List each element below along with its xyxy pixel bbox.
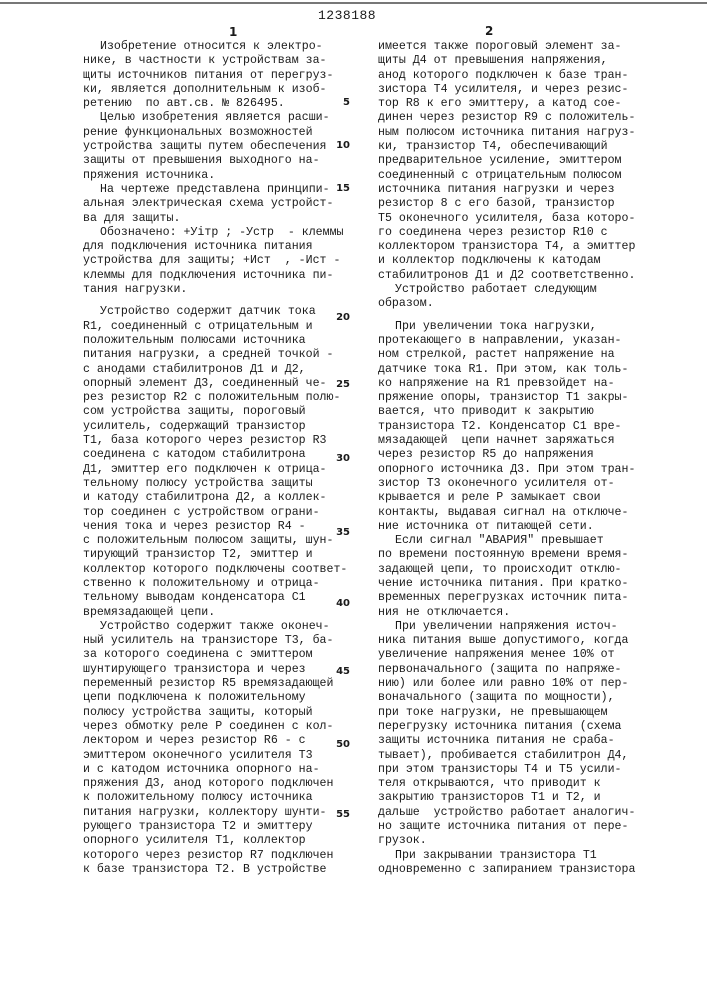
text-line: для подключения источника питания [83, 240, 347, 254]
text-line: На чертеже представлена принципи- [83, 183, 347, 197]
text-line: опорный элемент Д3, соединенный че- [83, 377, 347, 391]
text-line: к положительному полюсу источника [83, 791, 347, 805]
text-line: ко напряжение на R1 превзойдет на- [378, 377, 635, 391]
page-number-right: 2 [485, 24, 493, 38]
text-line: Обозначено: +Уiтр ; -Устр - клеммы [83, 226, 347, 240]
text-line: усилитель, содержащий транзистор [83, 420, 347, 434]
text-line: ника питания выше допустимого, когда [378, 634, 635, 648]
text-line: зистора T4 усилителя, и через резис- [378, 83, 635, 97]
text-line: защиты от превышения выходного на- [83, 154, 347, 168]
text-line: соединенный с отрицательным полюсом [378, 169, 635, 183]
document-number: 1238188 [318, 8, 376, 23]
text-line: времязадающей цепи. [83, 606, 347, 620]
line-number: 35 [334, 527, 350, 538]
text-line: положительным полюсами источника [83, 334, 347, 348]
text-line: контакты, выдавая сигнал на отключе- [378, 506, 635, 520]
text-line: соединена с катодом стабилитрона [83, 448, 347, 462]
text-line: мязадающей цепи начнет заряжаться [378, 434, 635, 448]
text-line: тирующий транзистор T2, эмиттер и [83, 548, 347, 562]
text-line: ственно к положительному и отрица- [83, 577, 347, 591]
text-line: образом. [378, 297, 635, 311]
text-line: зистор T3 оконечного усилителя от- [378, 477, 635, 491]
text-line: и коллектор подключены к катодам [378, 254, 635, 268]
text-line: ва для защиты. [83, 212, 347, 226]
text-line: перегрузку источника питания (схема [378, 720, 635, 734]
text-line: задающей цепи, то происходит отклю- [378, 563, 635, 577]
line-number: 30 [334, 453, 350, 464]
line-number: 20 [334, 312, 350, 323]
line-number: 5 [334, 97, 350, 108]
text-line: к базе транзистора T2. В устройстве [83, 863, 347, 877]
text-line: пряжения Д3, анод которого подключен [83, 777, 347, 791]
text-line: Устройство содержит также оконеч- [83, 620, 347, 634]
text-line: при токе нагрузки, не превышающем [378, 706, 635, 720]
text-line: клеммы для подключения источника пи- [83, 269, 347, 283]
text-line: нике, в частности к устройствам за- [83, 54, 347, 68]
text-line: воначального (защита по мощности), [378, 691, 635, 705]
text-line: щиты Д4 от превышения напряжения, [378, 54, 635, 68]
text-line: пряжение опоры, транзистор T1 закры- [378, 391, 635, 405]
text-line: T1, база которого через резистор R3 [83, 434, 347, 448]
text-line: первоначального (защита по напряже- [378, 663, 635, 677]
line-number: 10 [334, 140, 350, 151]
text-line: рез резистор R2 с положительным полю- [83, 391, 347, 405]
text-line: ретению по авт.св. № 826495. [83, 97, 347, 111]
text-line: через резистор R5 до напряжения [378, 448, 635, 462]
text-line: тор соединен с устройством ограни- [83, 506, 347, 520]
text-line: но защите источника питания от пере- [378, 820, 635, 834]
paragraph-gap [83, 297, 347, 305]
text-line: эмиттером оконечного усилителя T3 [83, 749, 347, 763]
text-line: тания нагрузки. [83, 283, 347, 297]
text-line: ния не отключается. [378, 606, 635, 620]
text-line: при этом транзисторы T4 и T5 усили- [378, 763, 635, 777]
text-line: Целью изобретения является расши- [83, 111, 347, 125]
text-line: пряжения источника. [83, 169, 347, 183]
text-line: временных перегрузках источник пита- [378, 591, 635, 605]
text-line: тывает), пробивается стабилитрон Д4, [378, 749, 635, 763]
text-line: шунтирующего транзистора и через [83, 663, 347, 677]
text-line: ки, является дополнительным к изоб- [83, 83, 347, 97]
text-line: тельному полюсу устройства защиты [83, 477, 347, 491]
text-line: устройства для защиты; +Ист , -Ист - [83, 254, 347, 268]
text-line: протекающего в направлении, указан- [378, 334, 635, 348]
text-line: ном стрелкой, растет напряжение на [378, 348, 635, 362]
text-line: рующего транзистора T2 и эмиттеру [83, 820, 347, 834]
line-number: 55 [334, 809, 350, 820]
text-line: одновременно с запиранием транзистора [378, 863, 635, 877]
right-text-column [378, 40, 635, 877]
text-line: коллектором транзистора T4, а эмиттер [378, 240, 635, 254]
text-line: рение функциональных возможностей [83, 126, 347, 140]
text-line: через обмотку реле P соединен с кол- [83, 720, 347, 734]
text-line: ный усилитель на транзисторе T3, ба- [83, 634, 347, 648]
text-line: питания нагрузки, коллектору шунти- [83, 806, 347, 820]
text-line: анод которого подключен к базе тран- [378, 69, 635, 83]
text-line: чение источника питания. При кратко- [378, 577, 635, 591]
text-line: дальше устройство работает аналогич- [378, 806, 635, 820]
line-number: 45 [334, 666, 350, 677]
text-line: го соединена через резистор R10 с [378, 226, 635, 240]
text-line: Если сигнал "АВАРИЯ" превышает [378, 534, 635, 548]
text-line: за которого соединена с эмиттером [83, 648, 347, 662]
text-line: альная электрическая схема устройст- [83, 197, 347, 211]
text-line: с положительным полюсом защиты, шун- [83, 534, 347, 548]
text-line: датчике тока R1. При этом, как толь- [378, 363, 635, 377]
text-line: крывается и реле P замыкает свои [378, 491, 635, 505]
text-line: вается, что приводит к закрытию [378, 405, 635, 419]
text-line: источника питания нагрузки и через [378, 183, 635, 197]
line-number: 50 [334, 739, 350, 750]
text-line: ным полюсом источника питания нагруз- [378, 126, 635, 140]
text-line: полюсу устройства защиты, который [83, 706, 347, 720]
text-line: При увеличении тока нагрузки, [378, 320, 635, 334]
page-number-left: 1 [229, 25, 237, 39]
paragraph-gap [378, 312, 635, 320]
top-rule [0, 2, 707, 4]
text-line: сом устройства защиты, пороговый [83, 405, 347, 419]
line-number: 40 [334, 598, 350, 609]
text-line: имеется также пороговый элемент за- [378, 40, 635, 54]
text-line: защиты источника питания не сраба- [378, 734, 635, 748]
text-line: ние источника от питающей сети. [378, 520, 635, 534]
text-line: нию) или более или равно 10% от пер- [378, 677, 635, 691]
text-line: тор R8 к его эмиттеру, а катод сое- [378, 97, 635, 111]
text-line: цепи подключена к положительному [83, 691, 347, 705]
line-number: 25 [334, 379, 350, 390]
text-line: увеличение напряжения менее 10% от [378, 648, 635, 662]
text-line: При увеличении напряжения источ- [378, 620, 635, 634]
text-line: чения тока и через резистор R4 - [83, 520, 347, 534]
text-line: При закрывании транзистора T1 [378, 849, 635, 863]
text-line: питания нагрузки, а средней точкой - [83, 348, 347, 362]
text-line: с анодами стабилитронов Д1 и Д2, [83, 363, 347, 377]
text-line: динен через резистор R9 с положитель- [378, 111, 635, 125]
text-line: грузок. [378, 834, 635, 848]
text-line: опорного источника Д3. При этом тран- [378, 463, 635, 477]
text-line: предварительное усиление, эмиттером [378, 154, 635, 168]
text-line: и с катодом источника опорного на- [83, 763, 347, 777]
text-line: тельному выводам конденсатора C1 [83, 591, 347, 605]
text-line: которого через резистор R7 подключен [83, 849, 347, 863]
text-line: теля открываются, что приводит к [378, 777, 635, 791]
text-line: коллектор которого подключены соответ- [83, 563, 347, 577]
text-line: закрытию транзисторов T1 и T2, и [378, 791, 635, 805]
text-line: опорного усилителя T1, коллектор [83, 834, 347, 848]
text-line: ки, транзистор T4, обеспечивающий [378, 140, 635, 154]
text-line: по времени постоянную времени время- [378, 548, 635, 562]
text-line: Изобретение относится к электро- [83, 40, 347, 54]
text-line: устройства защиты путем обеспечения [83, 140, 347, 154]
text-line: R1, соединенный с отрицательным и [83, 320, 347, 334]
text-line: и катоду стабилитрона Д2, а коллек- [83, 491, 347, 505]
line-number: 15 [334, 183, 350, 194]
text-line: транзистора T2. Конденсатор C1 вре- [378, 420, 635, 434]
left-text-column [83, 40, 347, 877]
text-line: щиты источников питания от перегруз- [83, 69, 347, 83]
text-line: Устройство работает следующим [378, 283, 635, 297]
text-line: лектором и через резистор R6 - с [83, 734, 347, 748]
text-line: переменный резистор R5 времязадающей [83, 677, 347, 691]
text-line: резистор 8 с его базой, транзистор [378, 197, 635, 211]
text-line: стабилитронов Д1 и Д2 соответственно. [378, 269, 635, 283]
text-line: Д1, эмиттер его подключен к отрица- [83, 463, 347, 477]
text-line: T5 оконечного усилителя, база которо- [378, 212, 635, 226]
text-line: Устройство содержит датчик тока [83, 305, 347, 319]
